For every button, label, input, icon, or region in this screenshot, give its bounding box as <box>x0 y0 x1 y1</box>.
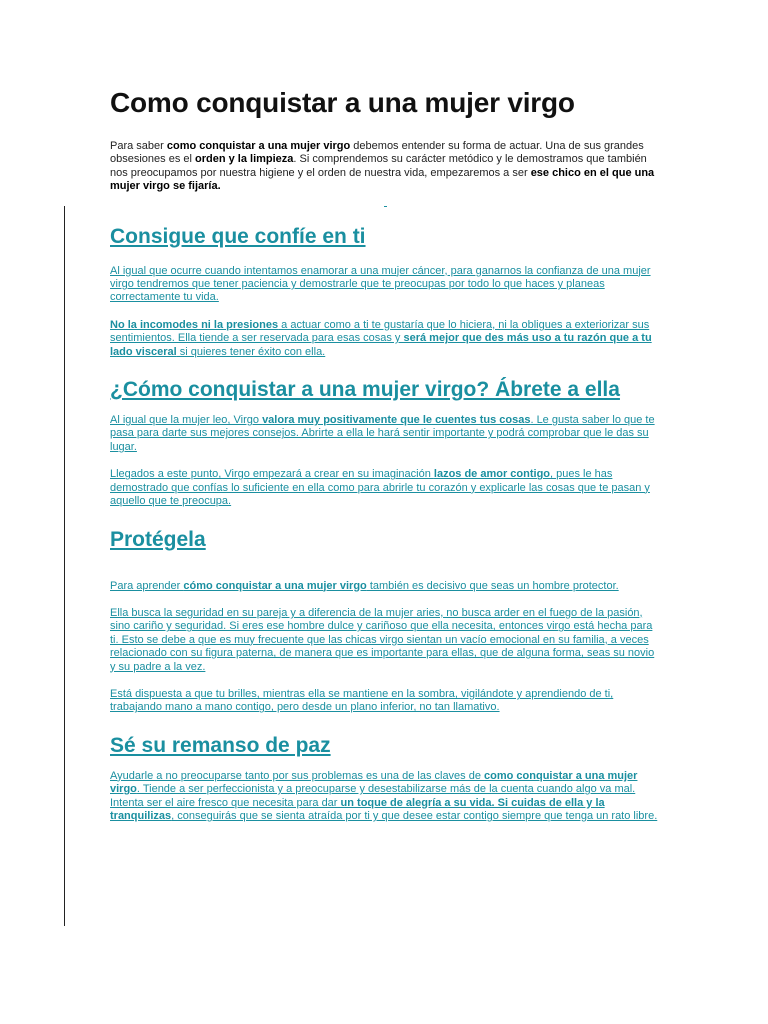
left-margin-rule <box>64 206 65 926</box>
page-title: Como conquistar a una mujer virgo <box>110 87 575 118</box>
bold-text: valora muy positivamente que le cuentes tus cosas <box>262 414 531 427</box>
intro-paragraph <box>110 140 658 194</box>
separator-mark <box>384 206 387 207</box>
bold-text: No la incomodes ni la presiones <box>110 318 279 331</box>
text: . Le gusta saber lo que te pasa para darte sus mejores consejos. Abrirte a ella le hará sentir importante y podrá comprobar que le das su lugar. <box>110 414 655 453</box>
bold-text: como conquistar a una mujer virgo <box>110 769 638 796</box>
intro-text: . Si comprendemos su carácter metódico y le demostramos que también nos preocupamos por nuestra higiene y el orden de nuestra vida, empezaremos a ser <box>110 153 647 179</box>
intro-bold: ese chico en el que una mujer virgo se fijaría. <box>110 166 655 193</box>
text: Ayudarle a no preocuparse tanto por sus problemas es una de las claves de <box>110 769 485 782</box>
text: , pues le has demostrado que confías lo suficiente en ella como para abrirle tu corazón y explicarle las cosas que te pasan y aquello que te preocupa. <box>110 468 650 508</box>
intro-bold: como conquistar a una mujer virgo <box>166 140 351 152</box>
text: Llegados a este punto, Virgo empezará a crear en su imaginación <box>110 468 434 481</box>
article <box>110 86 658 823</box>
section4-paragraph-1[interactable] <box>110 770 658 824</box>
text: Para aprender <box>110 579 184 592</box>
section-heading-abrete[interactable]: ¿Cómo conquistar a una mujer virgo? Ábrete a ella <box>110 378 620 402</box>
section-heading-confianza[interactable]: Consigue que confíe en ti <box>110 224 366 248</box>
text: Al igual que la mujer leo, Virgo <box>110 414 263 427</box>
text: a actuar como a ti te gustaría que lo hiciera, ni la obligues a exteriorizar sus sentimientos. Ella tiende a ser reservada para esas cosas y <box>110 318 650 345</box>
section2-paragraph-1[interactable] <box>110 414 658 454</box>
separator <box>110 194 658 224</box>
intro-text: debemos entender su forma de actuar. Una de sus grandes obsesiones es el <box>110 140 644 166</box>
section3-paragraph-1[interactable] <box>110 580 658 593</box>
text: , conseguirás que se sienta atraída por ti y que desee estar contigo siempre que tenga un rato libre. <box>171 809 658 822</box>
section3-paragraph-2[interactable]: Ella busca la seguridad en su pareja y a diferencia de la mujer aries, no busca arder en el fuego de la pasión, sino cariño y seguridad. Si eres ese hombre dulce y cariñoso que ella necesita, entonces virgo está hecha para ti. Esto se debe a que es muy frecuente que las chicas virgo sientan un vacío emocional en su familia, a veces relacionado con su figura paterna, de manera que es importante para ellas, que de alguna forma, seas su novio y su padre a la vez. <box>110 606 655 673</box>
text: si quieres tener éxito con ella. <box>176 345 326 358</box>
section1-paragraph-2[interactable] <box>110 319 658 359</box>
intro-text: Para saber <box>110 140 167 152</box>
bold-text: cómo conquistar a una mujer virgo <box>183 579 367 592</box>
section3-paragraph-3[interactable]: Está dispuesta a que tu brilles, mientras ella se mantiene en la sombra, vigilándote y aprendiendo de ti, trabajando mano a mano contigo, pero desde un plano inferior, no tan llamativo. <box>110 687 614 714</box>
bold-text: lazos de amor contigo <box>433 468 551 481</box>
text: también es decisivo que seas un hombre protector. <box>366 579 619 592</box>
section-heading-remanso[interactable]: Sé su remanso de paz <box>110 733 331 757</box>
section2-paragraph-2[interactable] <box>110 468 658 508</box>
bold-text: un toque de alegría a su vida. Si cuidas de ella y la tranquilizas <box>110 796 605 822</box>
bold-text: será mejor que des más uso a tu razón que a tu lado visceral <box>110 332 652 358</box>
section1-paragraph-1[interactable]: Al igual que ocurre cuando intentamos enamorar a una mujer cáncer, para ganarnos la confianza de una mujer virgo tendremos que tener paciencia y demostrarle que te preocupas por todo lo que haces y planeas correctamente tu vida. <box>110 264 651 304</box>
section-heading-protegela[interactable]: Protégela <box>110 527 206 551</box>
text: . Tiende a ser perfeccionista y a preocuparse y desestabilizarse más de la cuenta cuando algo va mal. Intenta ser el aire fresco que necesita para dar <box>110 783 636 809</box>
intro-bold: orden y la limpieza <box>195 153 294 166</box>
